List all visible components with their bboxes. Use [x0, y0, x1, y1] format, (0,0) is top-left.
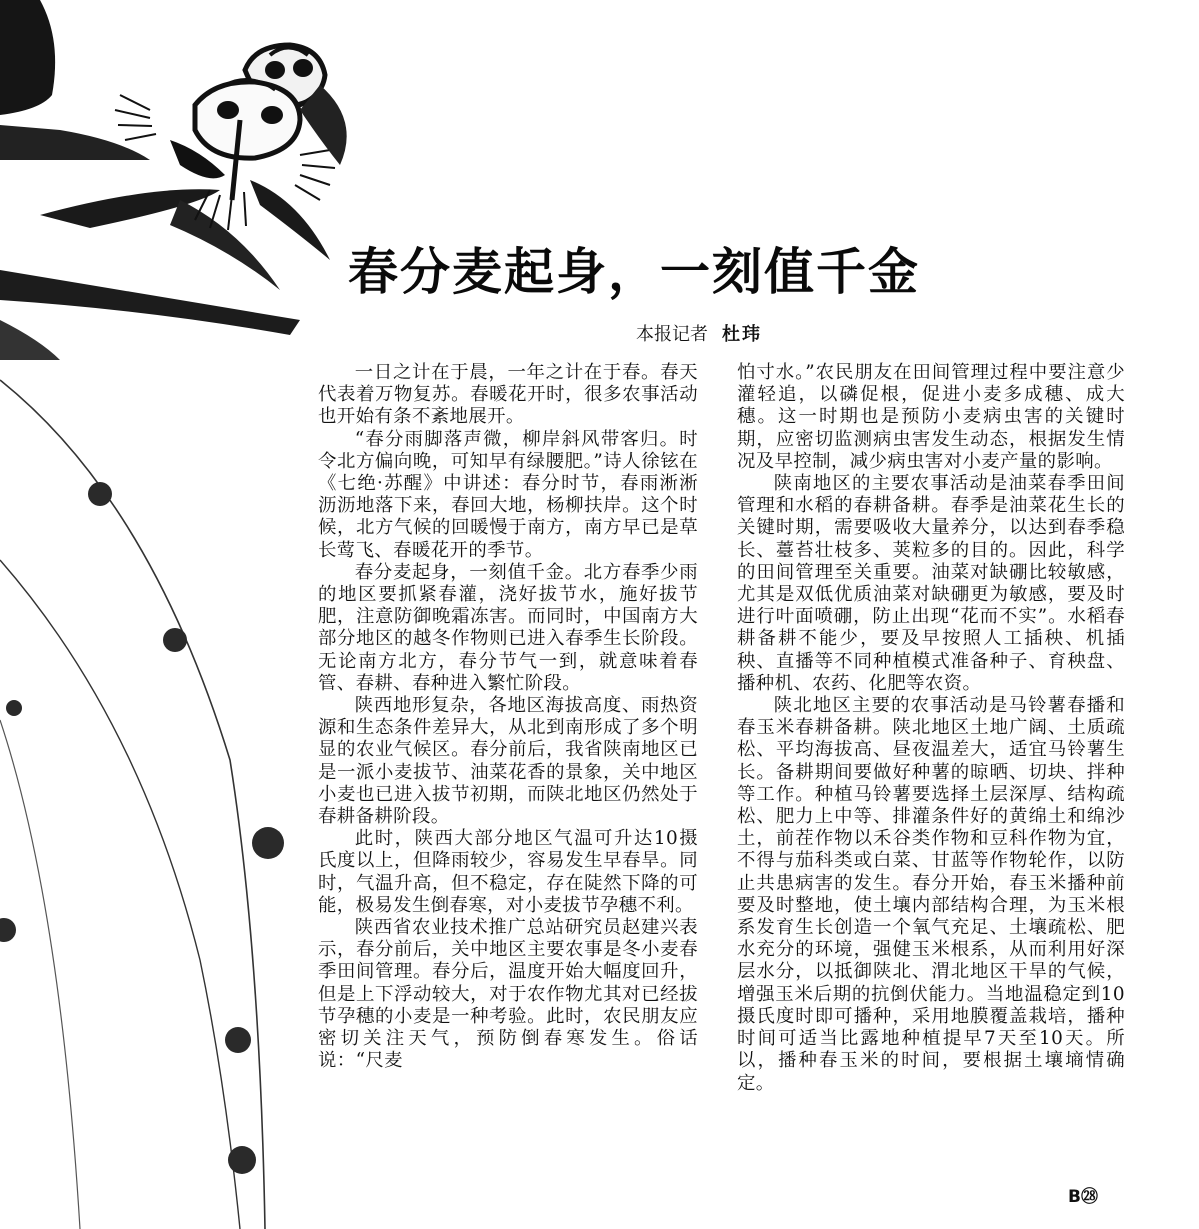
string-bead — [0, 918, 16, 942]
byline — [636, 320, 762, 346]
author-name: 杜玮 — [722, 324, 762, 345]
kite-head-lower — [195, 82, 300, 158]
string-bead — [252, 827, 284, 859]
string-bead — [6, 700, 22, 716]
string-bead — [88, 482, 112, 506]
paragraph: 陕西省农业技术推广总站研究员赵建兴表示，春分前后，关中地区主要农事是冬小麦春季田间管理。春分后，温度开始大幅度回升，但是上下浮动较大，对于农作物尤其对已经拔节孕穗的小麦是一种考验。此时，农民朋友应密切关注天气，预防倒春寒发生。俗话说：“尺麦 — [318, 917, 698, 1072]
kite-string-third — [0, 720, 80, 1229]
paragraph-continuation: 怕寸水。”农民朋友在田间管理过程中要注意少灌轻追，以磷促根，促进小麦多成穗、成大穗。这一时期也是预防小麦病虫害的关键时期，应密切监测病虫害发生动态，根据发生情况及早控制，减少病虫害对小麦产量的影响。 — [737, 362, 1125, 472]
paragraph: 陕西地形复杂，各地区海拔高度、雨热资源和生态条件差异大，从北到南形成了多个明显的农业气候区。春分前后，我省陕南地区已是一派小麦拔节、油菜花香的景象，关中地区小麦也已进入拔节初期，而陕北地区仍然处于春耕备耕阶段。 — [318, 695, 698, 828]
paragraph: 春分麦起身，一刻值千金。北方春季少雨的地区要抓紧春灌，浇好拔节水，施好拔节肥，注意防御晚霜冻害。而同时，中国南方大部分地区的越冬作物则已进入春季生长阶段。无论南方北方，春分节气一到，就意味着春管、春耕、春种进入繁忙阶段。 — [318, 561, 698, 694]
paragraph: 陕南地区的主要农事活动是油菜春季田间管理和水稻的春耕备耕。春季是油菜花生长的关键时期，需要吸收大量养分，以达到春季稳长、薹苔壮枝多、荚粒多的目的。因此，科学的田间管理至关重要。油菜对缺硼比较敏感，尤其是双低优质油菜对缺硼更为敏感，要及时进行叶面喷硼，防止出现“花而不实”。水稻春耕备耕不能少，要及早按照人工插秧、机插秧、直播等不同种植模式准备种子、育秧盘、播种机、农药、化肥等农资。 — [737, 473, 1125, 694]
page-marker: B㉘ — [1068, 1187, 1098, 1207]
article-title: 春分麦起身，一刻值千金 — [348, 243, 920, 301]
kite-ribbon-mid — [0, 320, 60, 360]
kite-ribbon-stripe — [0, 270, 300, 335]
kite-ribbon-top — [0, 0, 55, 115]
string-bead — [228, 1146, 256, 1174]
string-bead — [163, 628, 187, 652]
article-column-left — [318, 362, 698, 1212]
kite-wing-right — [250, 180, 330, 260]
paragraph: 此时，陕西大部分地区气温可升达10摄氏度以上，但降雨较少，容易发生早春旱。同时，气温升高，但不稳定，存在陡然下降的可能，极易发生倒春寒，对小麦拔节孕穗不利。 — [318, 828, 698, 916]
byline-label: 本报记者 — [636, 324, 708, 345]
kite-ribbon-band — [0, 125, 150, 160]
paragraph: 一日之计在于晨，一年之计在于春。春天代表着万物复苏。春暖花开时，很多农事活动也开始有条不紊地展开。 — [318, 362, 698, 428]
kite-wing-lower — [170, 200, 280, 290]
paragraph: “春分雨脚落声微，柳岸斜风带客归。时令北方偏向晚，可知早有绿腰肥。”诗人徐铉在《七绝·苏醒》中讲述：春分时节，春雨淅淅沥沥地落下来，春回大地，杨柳扶岸。这个时候，北方气候的回暖慢于南方，南方早已是草长莺飞、春暖花开的季节。 — [318, 428, 698, 561]
string-bead — [225, 1027, 251, 1053]
kite-string-secondary — [0, 560, 240, 1229]
article-column-right — [737, 362, 1125, 1212]
paragraph: 陕北地区主要的农事活动是马铃薯春播和春玉米春耕备耕。陕北地区土地广阔、土质疏松、平均海拔高、昼夜温差大，适宜马铃薯生长。备耕期间要做好种薯的晾晒、切块、拌种等工作。种植马铃薯要选择土层深厚、结构疏松、肥力上中等、排灌条件好的黄绵土和绵沙土，前茬作物以禾谷类作物和豆科作物为宜，不得与茄科类或白菜、甘蓝等作物轮作，以防止共患病害的发生。春分开始，春玉米播种前要及时整地，使土壤内部结构合理，为玉米根系发育生长创造一个氧气充足、土壤疏松、肥水充分的环境，强健玉米根系，从而利用好深层水分，以抵御陕北、渭北地区干旱的气候，增强玉米后期的抗倒伏能力。当地温稳定到10摄氏度时即可播种，采用地膜覆盖栽培，播种时间可适当比露地种植提早7天至10天。所以，播种春玉米的时间，要根据土壤墒情确定。 — [737, 695, 1125, 1094]
